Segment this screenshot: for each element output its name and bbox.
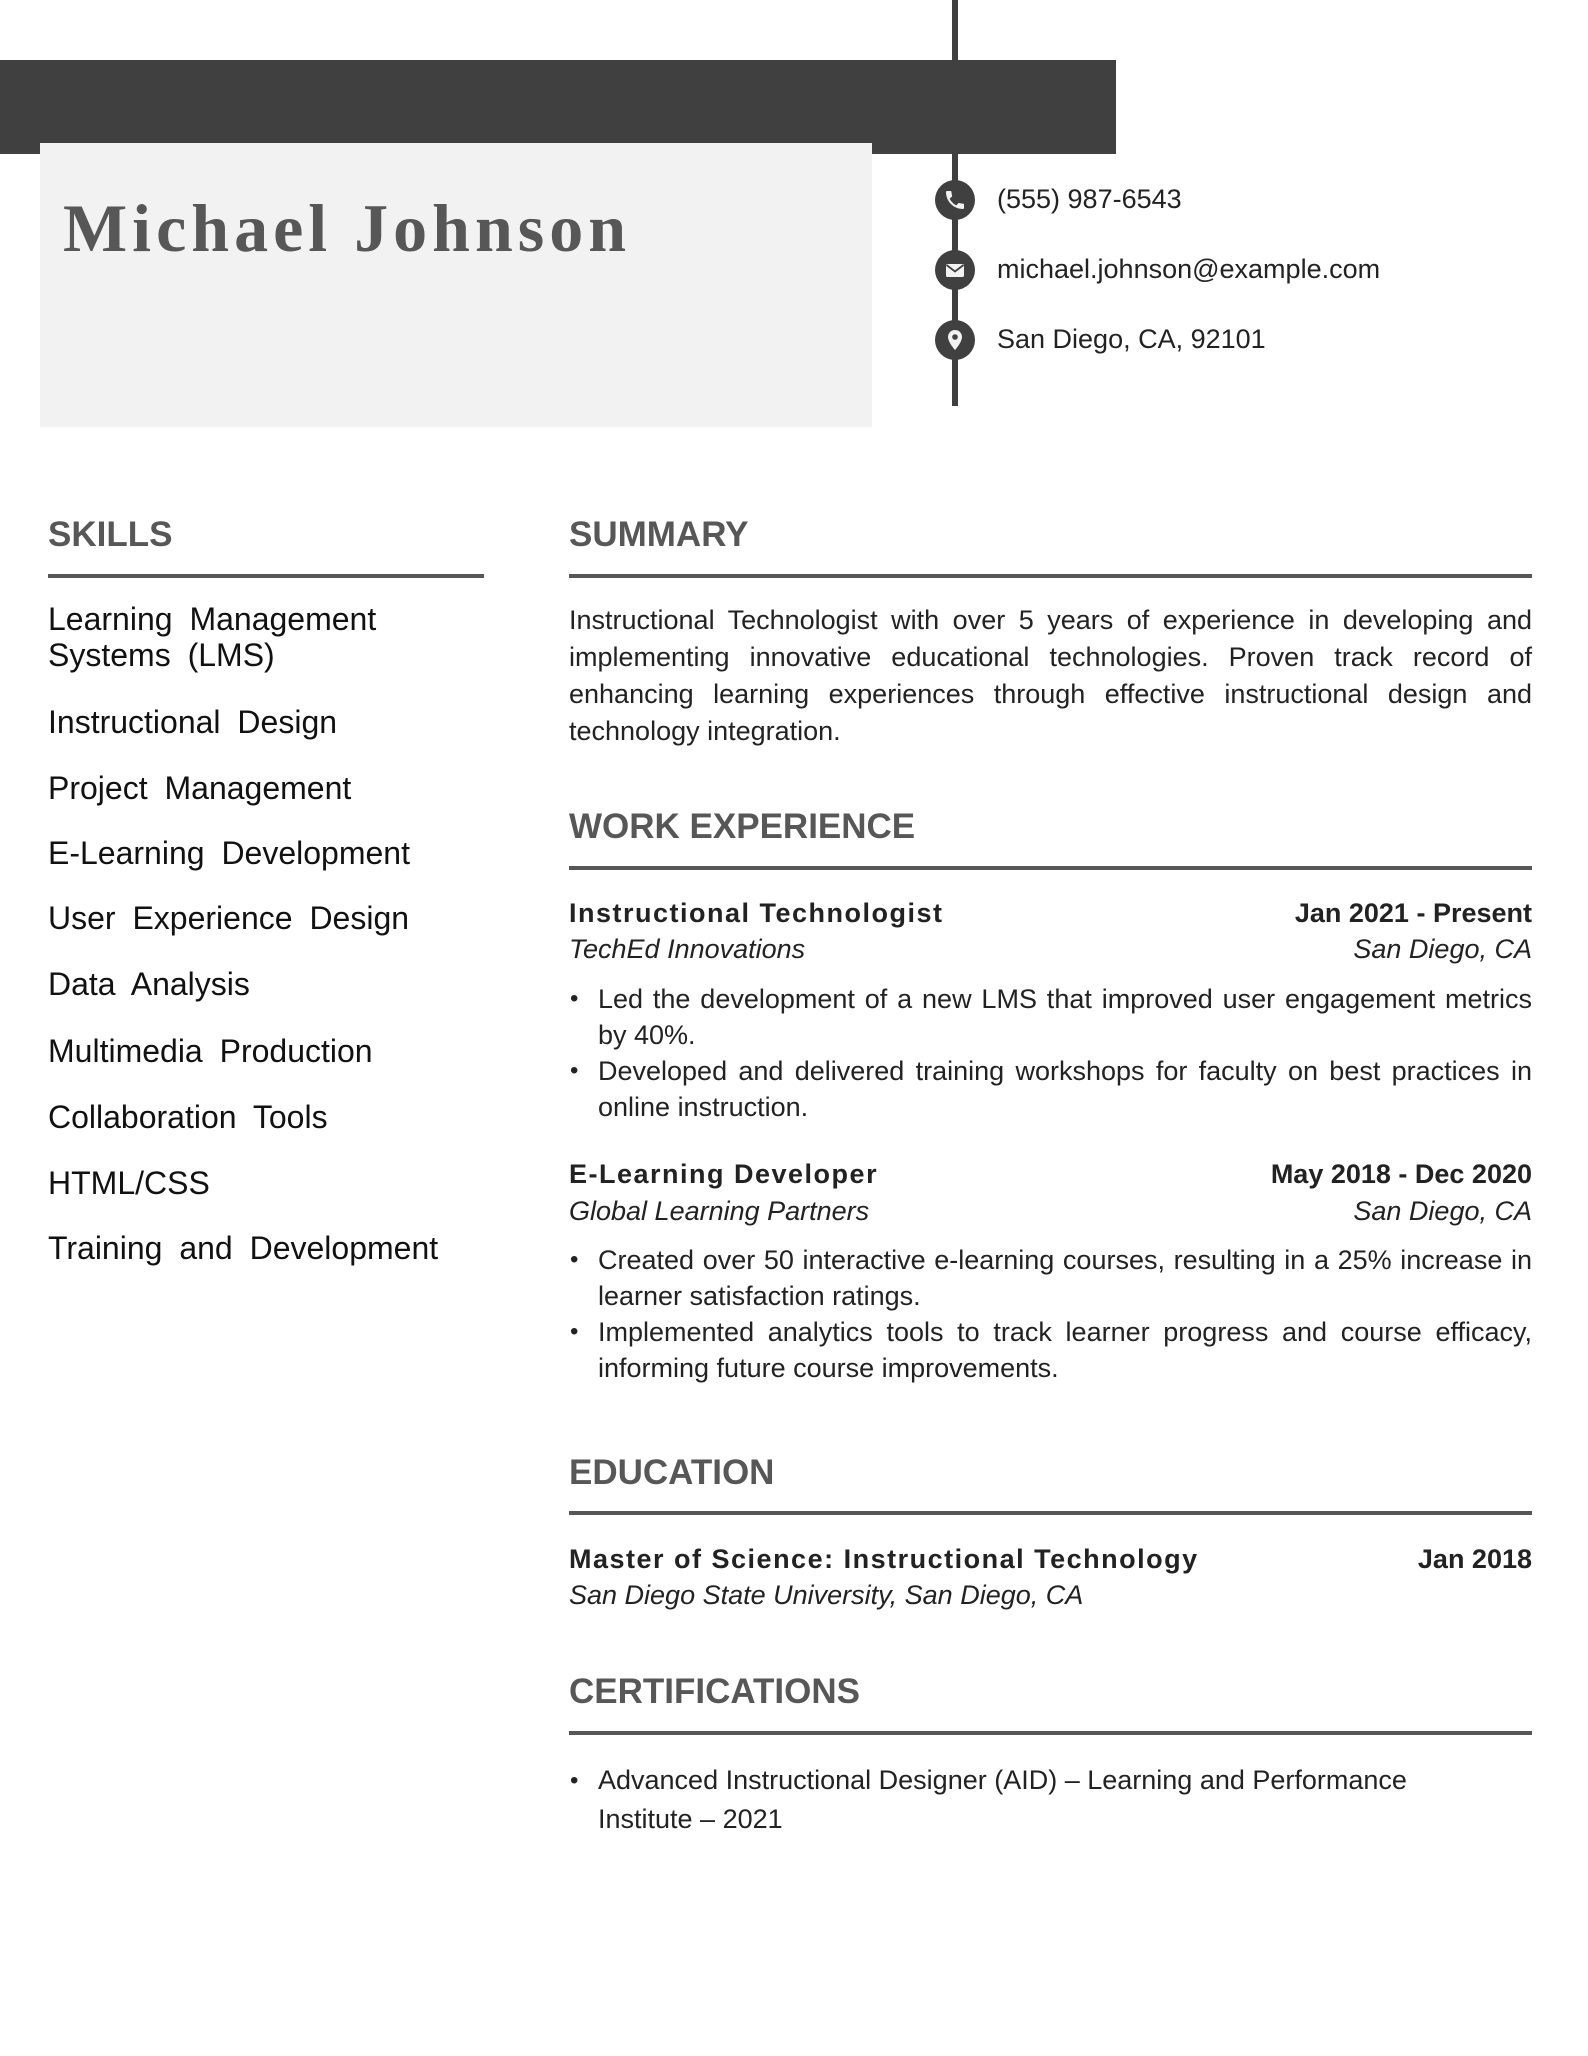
job-location: San Diego, CA: [1353, 1196, 1532, 1226]
skill-item: Project Management: [48, 770, 352, 806]
skill-item: E-Learning Development: [48, 835, 410, 871]
education-heading: EDUCATION: [569, 1453, 775, 1492]
summary-text: Instructional Technologist with over 5 years of experience in developing and implementing innovative educational technologies. Proven track record of enhancing learning experiences through effective instructional design and technology integration.: [569, 605, 1532, 746]
skill-item: Multimedia Production: [48, 1033, 373, 1069]
skill-item: User Experience Design: [48, 900, 410, 936]
skill-item: HTML/CSS: [48, 1165, 210, 1201]
skills-divider: [48, 574, 484, 578]
job-bullet: • Created over 50 interactive e-learning courses, resulting in a 25% increase in learner satisfaction ratings.: [598, 1242, 1532, 1314]
job-company: Global Learning Partners: [569, 1196, 870, 1226]
skills-heading: SKILLS: [48, 515, 173, 554]
email-icon: [935, 250, 975, 290]
skill-item: Collaboration Tools: [48, 1099, 328, 1135]
job-title: E-Learning Developer: [569, 1159, 879, 1189]
job-title: Instructional Technologist: [569, 898, 944, 928]
summary-divider: [569, 574, 1532, 578]
name-panel: [40, 143, 872, 427]
phone-icon: [935, 180, 975, 220]
certifications-heading: CERTIFICATIONS: [569, 1672, 861, 1711]
location: San Diego, CA, 92101: [997, 324, 1266, 354]
job-dates: Jan 2021 - Present: [1294, 898, 1532, 928]
phone-number: (555) 987-6543: [997, 184, 1182, 214]
skill-item: Instructional Design: [48, 704, 338, 740]
header-bar: [0, 60, 1116, 154]
email-address: michael.johnson@example.com: [997, 254, 1381, 284]
job-bullet: • Developed and delivered training workshops for faculty on best practices in online instruction.: [598, 1053, 1532, 1125]
job-bullet: • Implemented analytics tools to track learner progress and course efficacy, informing future course improvements.: [598, 1314, 1532, 1386]
location-pin-icon: [935, 320, 975, 360]
job-bullet: • Led the development of a new LMS that improved user engagement metrics by 40%.: [598, 981, 1532, 1053]
certification-item: • Advanced Instructional Designer (AID) – Learning and Performance Institute – 2021: [598, 1761, 1478, 1839]
degree: Master of Science: Instructional Technology: [569, 1544, 1199, 1574]
certifications-divider: [569, 1731, 1532, 1735]
candidate-name: Michael Johnson: [63, 190, 632, 266]
degree-date: Jan 2018: [1417, 1544, 1532, 1574]
school: San Diego State University, San Diego, CA: [569, 1580, 1084, 1610]
job-company: TechEd Innovations: [569, 934, 806, 964]
job-location: San Diego, CA: [1353, 934, 1532, 964]
skill-item: Data Analysis: [48, 966, 250, 1002]
education-divider: [569, 1511, 1532, 1515]
experience-divider: [569, 866, 1532, 870]
skill-item: Learning Management Systems (LMS): [48, 601, 377, 673]
skill-item: Training and Development: [48, 1230, 439, 1266]
summary-heading: SUMMARY: [569, 515, 749, 554]
experience-heading: WORK EXPERIENCE: [569, 807, 916, 846]
job-dates: May 2018 - Dec 2020: [1270, 1159, 1532, 1189]
